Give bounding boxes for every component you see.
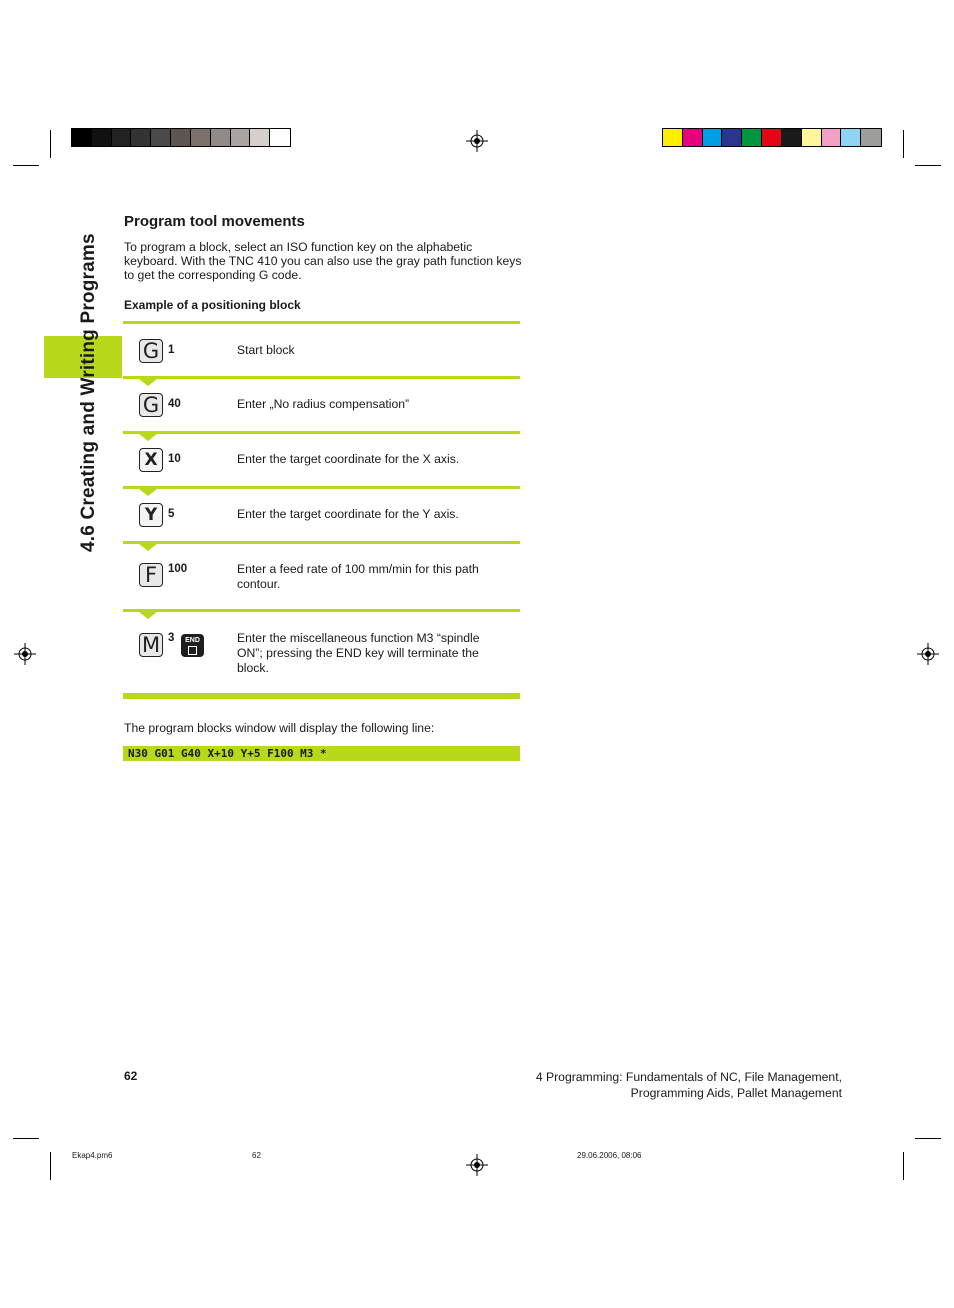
section-title: 4.6 Creating and Writing Programs — [78, 233, 99, 552]
color-swatch — [131, 129, 151, 146]
step-description: Enter „No radius compensation” — [237, 397, 410, 411]
color-swatch — [703, 129, 723, 146]
color-swatch — [722, 129, 742, 146]
step-value: 3 — [168, 632, 175, 644]
end-key-icon — [181, 634, 204, 657]
crop-mark — [915, 1138, 941, 1139]
color-swatch — [782, 129, 802, 146]
step-description: Enter the target coordinate for the X axis. — [237, 452, 460, 466]
color-swatch — [211, 129, 231, 146]
intro-paragraph: To program a block, select an ISO function key on the alphabetic keyboard. With the TNC 410 you can also use the gray path function keys to get the corresponding G code. — [124, 240, 522, 283]
step-description: Enter the miscellaneous function M3 “spindle ON”; pressing the END key will terminate the block. — [237, 631, 480, 675]
step-value: 10 — [168, 453, 181, 465]
crop-mark — [13, 165, 39, 166]
y-key-icon: Y — [139, 503, 163, 527]
color-swatch — [231, 129, 251, 146]
crop-mark — [903, 1152, 904, 1180]
gray-color-bar — [71, 128, 291, 147]
color-swatch — [92, 129, 112, 146]
separator — [123, 693, 520, 699]
registration-mark-icon — [466, 130, 488, 152]
registration-mark-icon — [14, 643, 36, 665]
step-value: 1 — [168, 344, 175, 356]
down-arrow-icon — [139, 612, 157, 619]
down-arrow-icon — [139, 434, 157, 441]
color-swatch — [822, 129, 842, 146]
color-swatch — [191, 129, 211, 146]
x-key-icon: X — [139, 448, 163, 472]
crop-mark — [50, 130, 51, 158]
color-swatch — [270, 129, 290, 146]
separator — [123, 541, 520, 544]
m-key-icon: M — [139, 633, 163, 657]
step-value: 40 — [168, 398, 181, 410]
chapter-line: Programming Aids, Pallet Management — [630, 1086, 842, 1100]
slug-file: Ekap4.pm6 — [72, 1151, 113, 1160]
color-swatch — [171, 129, 191, 146]
section-heading: Program tool movements — [124, 213, 305, 230]
color-swatch — [250, 129, 270, 146]
color-swatch — [663, 129, 683, 146]
color-swatch — [841, 129, 861, 146]
end-key-label: END — [185, 636, 200, 644]
step-description: Start block — [237, 343, 295, 357]
process-color-bar — [662, 128, 882, 147]
color-swatch — [861, 129, 881, 146]
step-description: Enter the target coordinate for the Y axis. — [237, 507, 459, 521]
g-key-icon: G — [139, 393, 163, 417]
g-key-icon: G — [139, 339, 163, 363]
down-arrow-icon — [139, 379, 157, 386]
crop-mark — [13, 1138, 39, 1139]
crop-mark — [903, 130, 904, 158]
example-label: Example of a positioning block — [124, 298, 301, 312]
chapter-line: 4 Programming: Fundamentals of NC, File Management, — [535, 1070, 842, 1084]
crop-mark — [915, 165, 941, 166]
separator — [123, 609, 520, 612]
display-lead-text: The program blocks window will display the following line: — [124, 721, 435, 735]
slug-page: 62 — [252, 1151, 261, 1160]
page-number: 62 — [124, 1069, 138, 1083]
registration-mark-icon — [917, 643, 939, 665]
separator — [123, 321, 520, 324]
separator — [123, 376, 520, 379]
chapter-footer — [430, 1069, 842, 1101]
end-square-icon — [188, 646, 197, 655]
step-description: Enter a feed rate of 100 mm/min for this path contour. — [237, 562, 479, 591]
step-value: 5 — [168, 508, 175, 520]
down-arrow-icon — [139, 489, 157, 496]
crop-mark — [50, 1152, 51, 1180]
step-value: 100 — [168, 563, 188, 575]
registration-mark-icon — [466, 1154, 488, 1176]
separator — [123, 431, 520, 434]
color-swatch — [112, 129, 132, 146]
color-swatch — [72, 129, 92, 146]
color-swatch — [742, 129, 762, 146]
down-arrow-icon — [139, 544, 157, 551]
color-swatch — [151, 129, 171, 146]
separator — [123, 486, 520, 489]
f-key-icon: F — [139, 563, 163, 587]
slug-date: 29.06.2006, 08:06 — [577, 1151, 642, 1160]
color-swatch — [762, 129, 782, 146]
color-swatch — [802, 129, 822, 146]
nc-code-line: N30 G01 G40 X+10 Y+5 F100 M3 * — [123, 746, 520, 761]
color-swatch — [683, 129, 703, 146]
